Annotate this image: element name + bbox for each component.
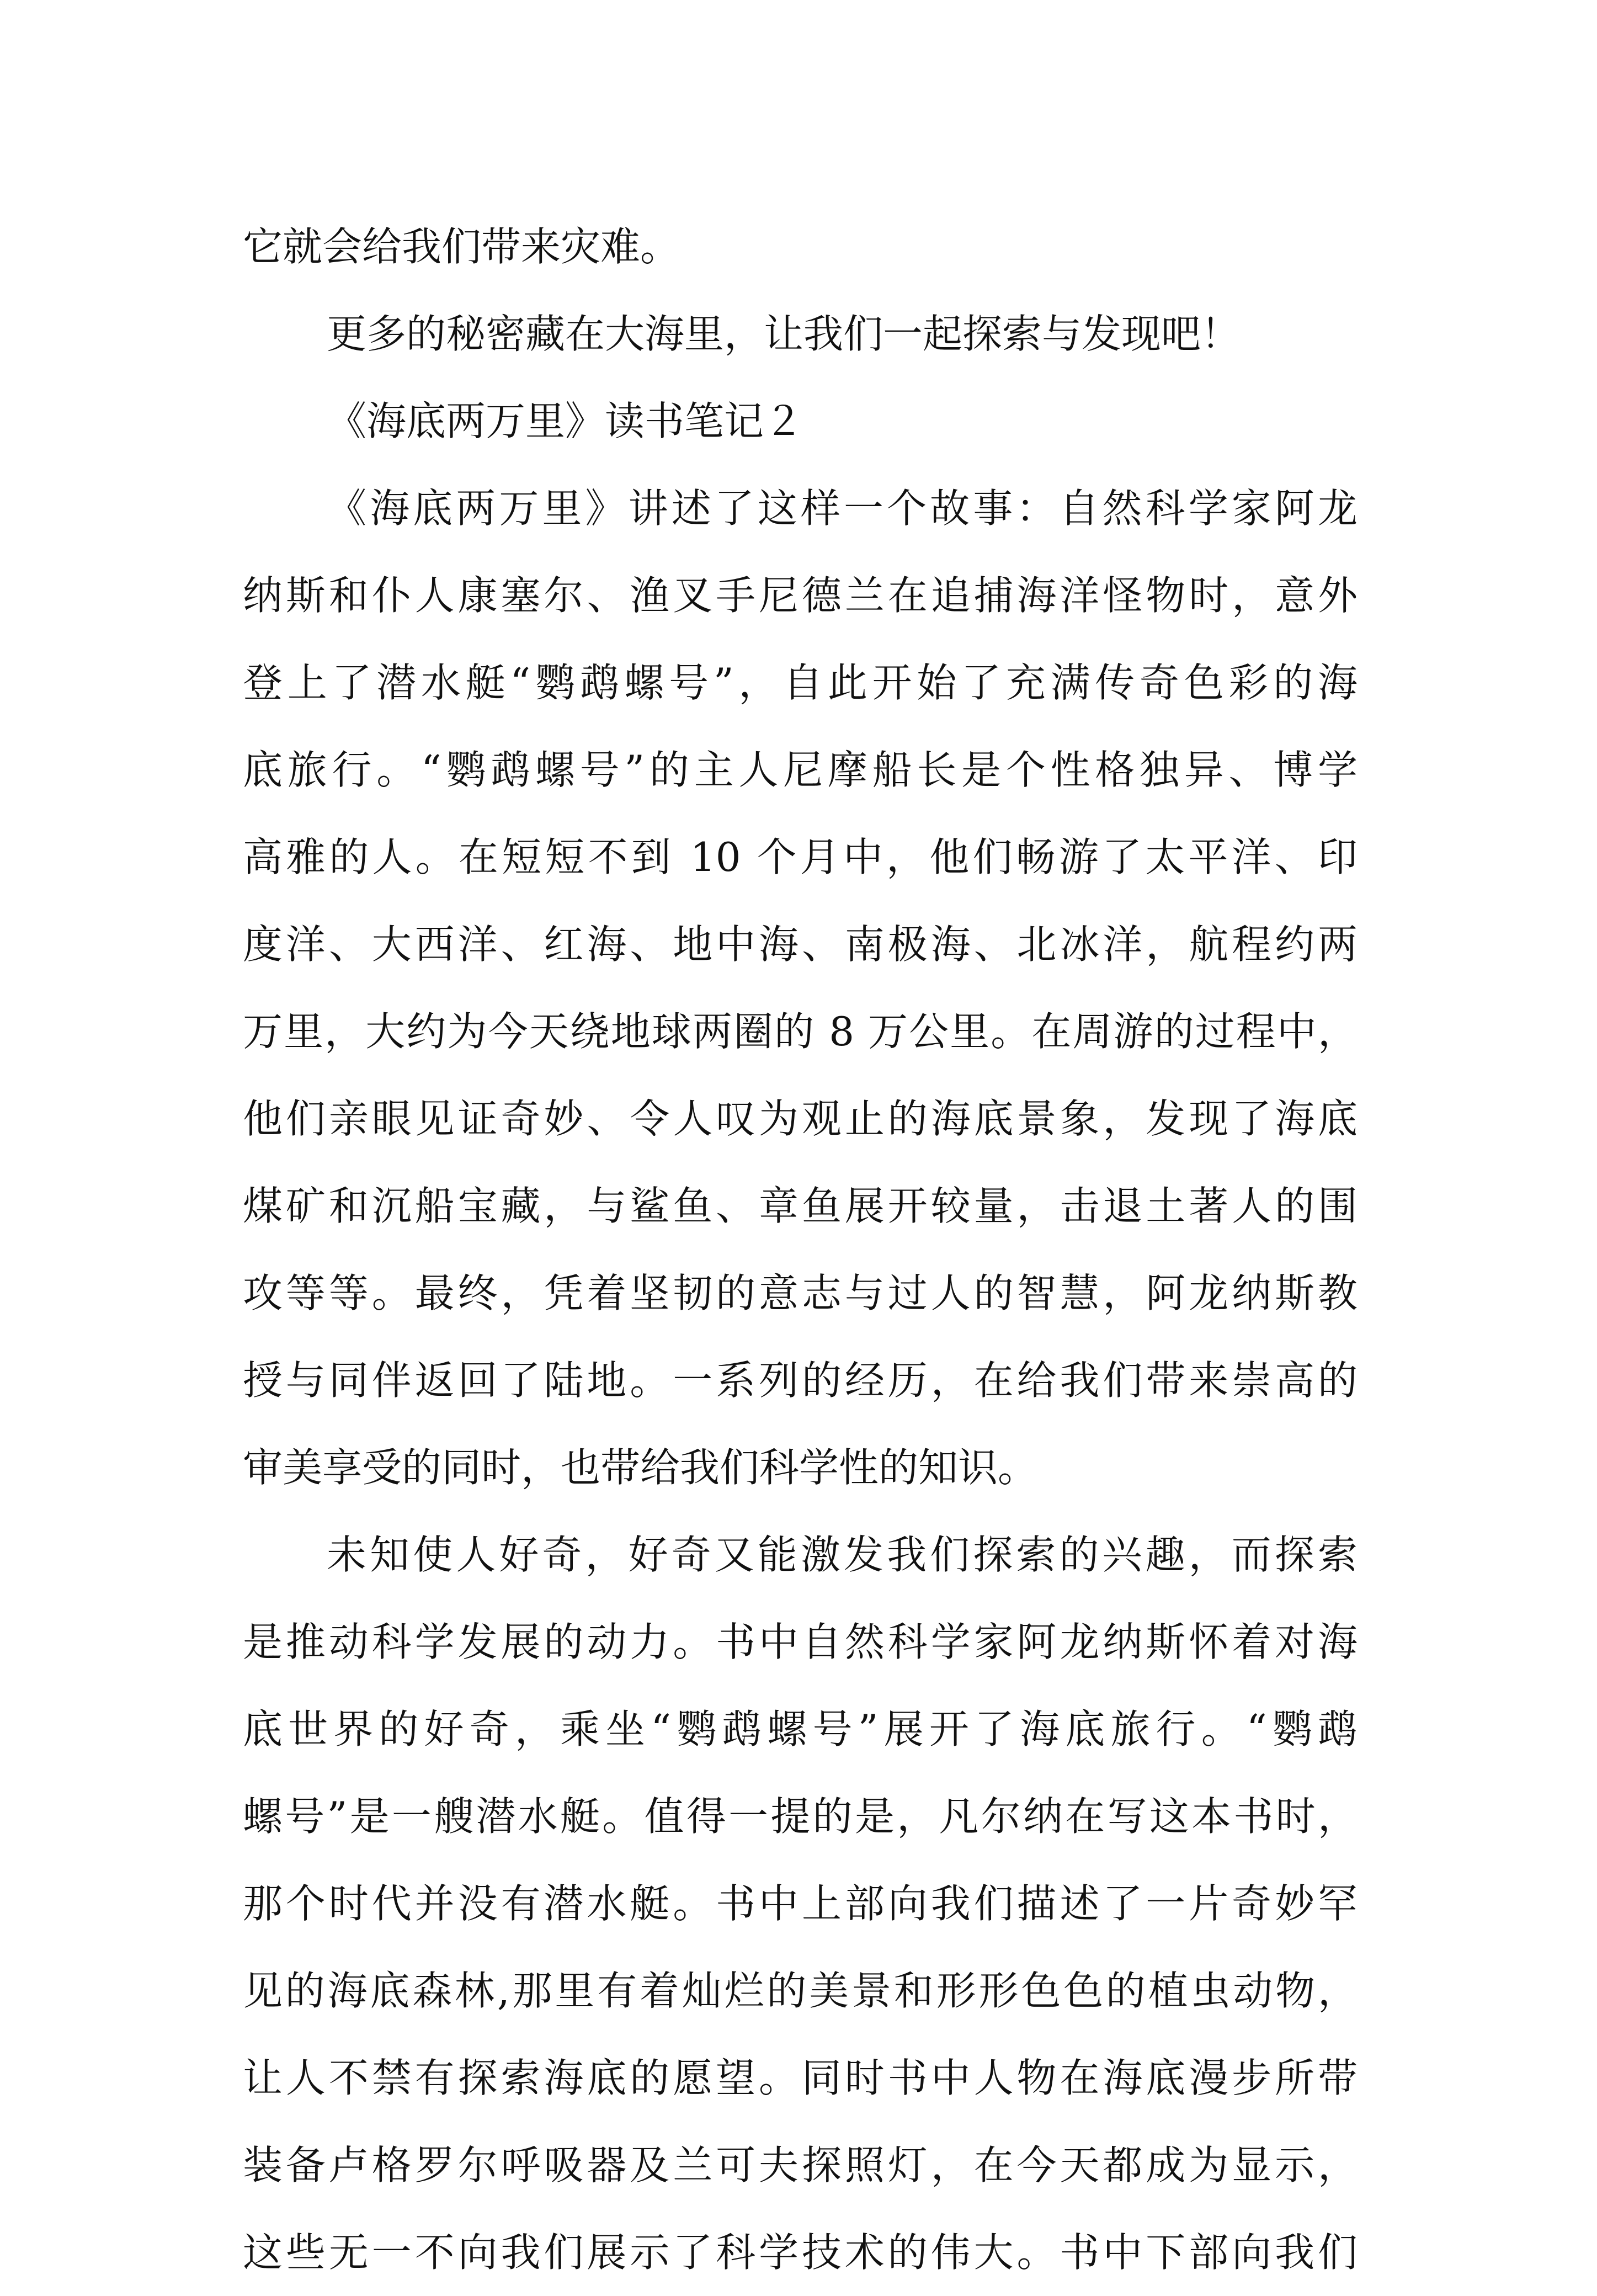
text-line: 万里，大约为今天绕地球两圈的 8 万公里。在周游的过程中， bbox=[243, 1008, 1358, 1055]
text-line: 煤矿和沉船宝藏，与鲨鱼、章鱼展开较量，击退土著人的围 bbox=[243, 1183, 1358, 1229]
section-heading: 《海底两万里》读书笔记２ bbox=[327, 398, 804, 444]
text-line: 底旅行。“鹦鹉螺号”的主人尼摩船长是个性格独异、博学 bbox=[243, 747, 1358, 793]
text-line: 登上了潜水艇“鹦鹉螺号”，自此开始了充满传奇色彩的海 bbox=[243, 660, 1358, 706]
text-line: 审美享受的同时，也带给我们科学性的知识。 bbox=[243, 1444, 1038, 1491]
document-body bbox=[243, 203, 1358, 2296]
text-line: 度洋、大西洋、红海、地中海、南极海、北冰洋，航程约两 bbox=[243, 921, 1358, 968]
text-line: 未知使人好奇，好奇又能激发我们探索的兴趣，而探索 bbox=[327, 1532, 1358, 1578]
text-line: 授与同伴返回了陆地。一系列的经历，在给我们带来崇高的 bbox=[243, 1357, 1358, 1404]
text-line: 高雅的人。在短短不到 10 个月中，他们畅游了太平洋、印 bbox=[243, 834, 1358, 880]
text-line: 见的海底森林,那里有着灿烂的美景和形形色色的植虫动物， bbox=[243, 1968, 1358, 2014]
text-line: 攻等等。最终，凭着坚韧的意志与过人的智慧，阿龙纳斯教 bbox=[243, 1270, 1358, 1316]
text-line: 那个时代并没有潜水艇。书中上部向我们描述了一片奇妙罕 bbox=[243, 1880, 1358, 1927]
text-line: 纳斯和仆人康塞尔、渔叉手尼德兰在追捕海洋怪物时，意外 bbox=[243, 572, 1358, 619]
text-line: 螺号”是一艘潜水艇。值得一提的是，凡尔纳在写这本书时， bbox=[243, 1793, 1358, 1840]
text-line: 装备卢格罗尔呼吸器及兰可夫探照灯，在今天都成为显示， bbox=[243, 2142, 1358, 2188]
text-line: 他们亲眼见证奇妙、令人叹为观止的海底景象，发现了海底 bbox=[243, 1096, 1358, 1142]
text-line: 让人不禁有探索海底的愿望。同时书中人物在海底漫步所带 bbox=[243, 2055, 1358, 2101]
text-line: 是推动科学发展的动力。书中自然科学家阿龙纳斯怀着对海 bbox=[243, 1619, 1358, 1665]
text-line: 这些无一不向我们展示了科学技术的伟大。书中下部向我们 bbox=[243, 2229, 1358, 2276]
text-line: 底世界的好奇，乘坐“鹦鹉螺号”展开了海底旅行。“鹦鹉 bbox=[243, 1706, 1358, 1752]
text-line: 它就会给我们带来灾难。 bbox=[243, 224, 680, 270]
text-line: 更多的秘密藏在大海里，让我们一起探索与发现吧！ bbox=[327, 311, 1241, 357]
text-line: 《海底两万里》讲述了这样一个故事：自然科学家阿龙 bbox=[327, 485, 1358, 532]
